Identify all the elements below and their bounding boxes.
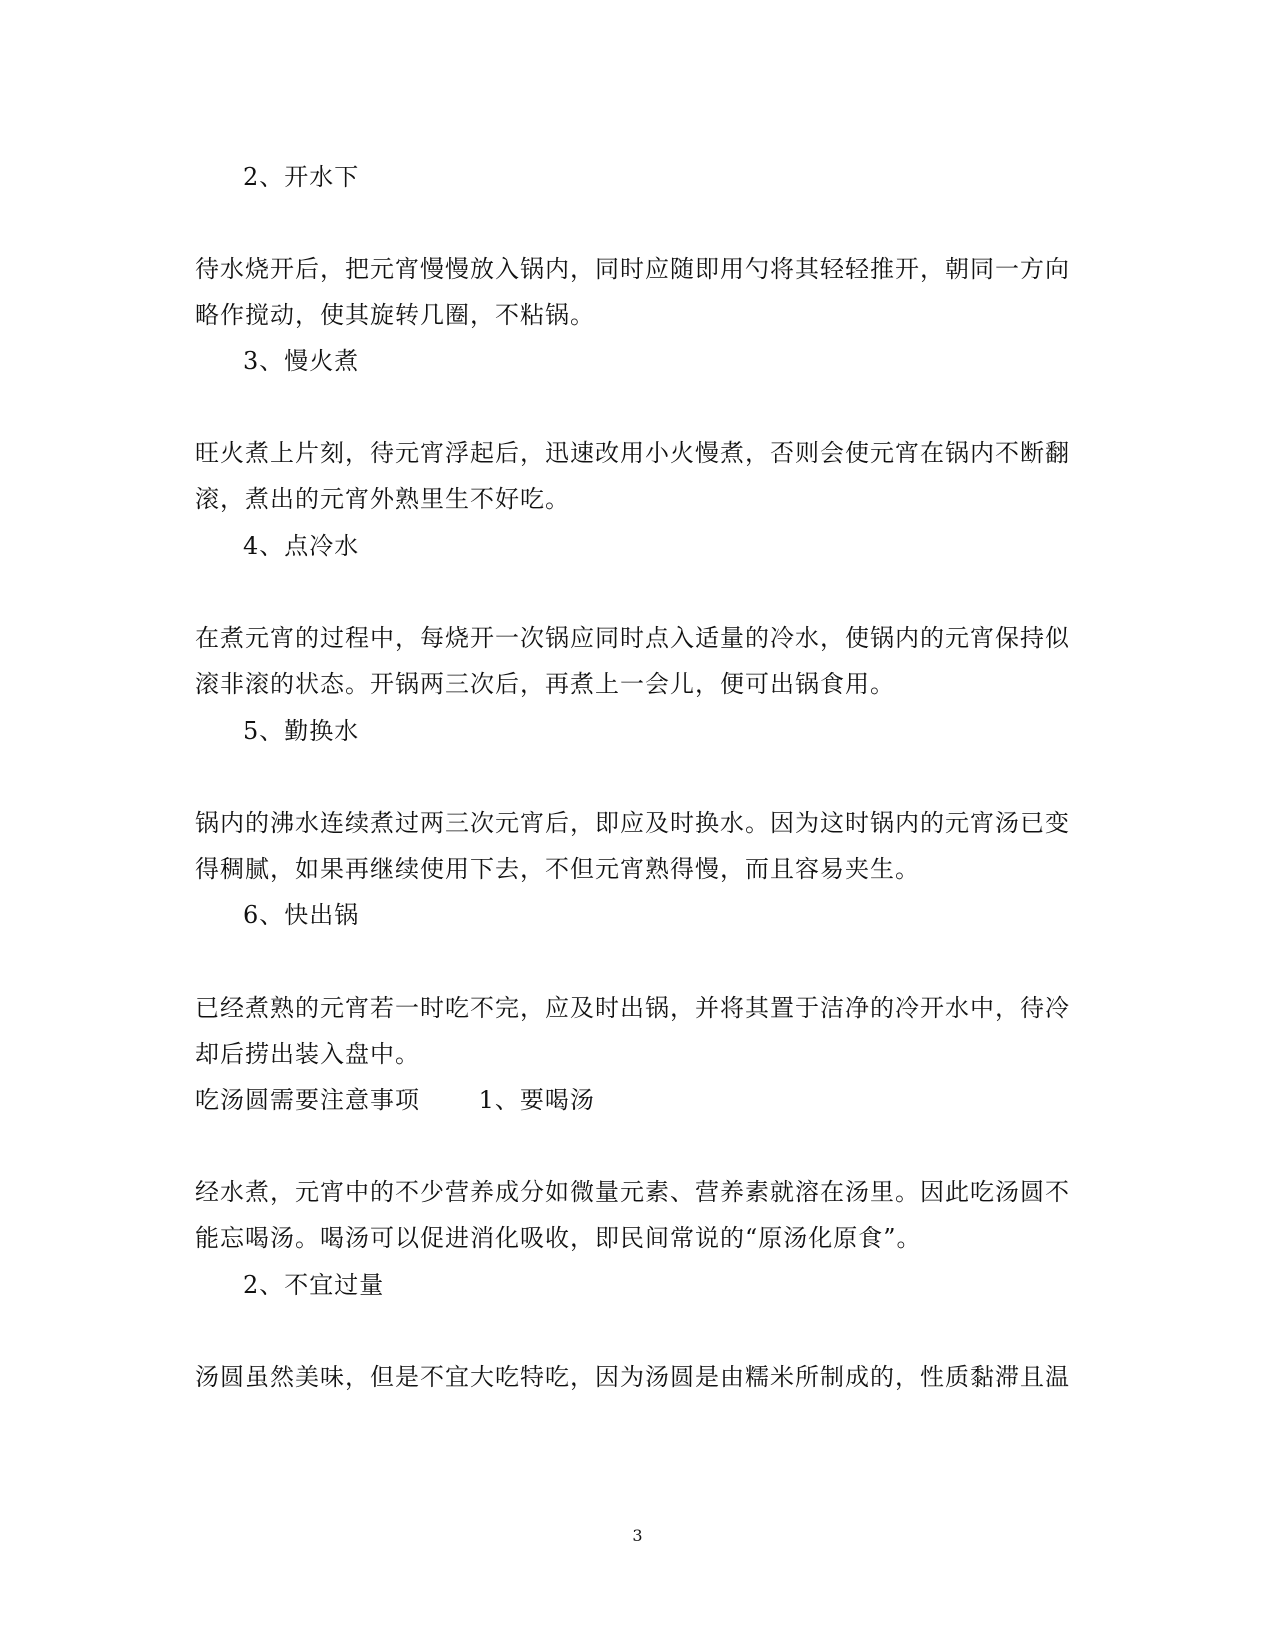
section-heading: 5、勤换水 [243,717,360,745]
body-line: 得稠腻，如果再继续使用下去，不但元宵熟得慢，而且容易夹生。 [195,855,920,883]
body-line: 锅内的沸水连续煮过两三次元宵后，即应及时换水。因为这时锅内的元宵汤已变 [195,809,1070,837]
body-line: 旺火煮上片刻，待元宵浮起后，迅速改用小火慢煮，否则会使元宵在锅内不断翻 [195,439,1070,467]
body-line: 经水煮，元宵中的不少营养成分如微量元素、营养素就溶在汤里。因此吃汤圆不 [195,1178,1070,1206]
body-line: 却后捞出装入盘中。 [195,1040,420,1068]
section-heading: 6、快出锅 [243,901,360,929]
section-heading: 2、开水下 [243,163,360,191]
body-line: 能忘喝汤。喝汤可以促进消化吸收，即民间常说的“原汤化原食”。 [195,1224,922,1252]
section-heading: 3、慢火煮 [243,347,360,375]
page-number: 3 [632,1526,643,1545]
body-line: 汤圆虽然美味，但是不宜大吃特吃，因为汤圆是由糯米所制成的，性质黏滞且温 [195,1363,1070,1391]
section-heading: 2、不宜过量 [243,1271,385,1299]
body-line: 滚非滚的状态。开锅两三次后，再煮上一会儿，便可出锅食用。 [195,670,895,698]
body-line: 在煮元宵的过程中，每烧开一次锅应同时点入适量的冷水，使锅内的元宵保持似 [195,624,1070,652]
body-line: 已经煮熟的元宵若一时吃不完，应及时出锅，并将其置于洁净的冷开水中，待冷 [195,994,1070,1022]
body-line: 略作搅动，使其旋转几圈，不粘锅。 [195,301,595,329]
section-heading: 吃汤圆需要注意事项 1、要喝汤 [195,1086,595,1114]
body-line: 滚，煮出的元宵外熟里生不好吃。 [195,485,570,513]
section-heading: 4、点冷水 [243,532,360,560]
body-line: 待水烧开后，把元宵慢慢放入锅内，同时应随即用勺将其轻轻推开，朝同一方向 [195,255,1070,283]
